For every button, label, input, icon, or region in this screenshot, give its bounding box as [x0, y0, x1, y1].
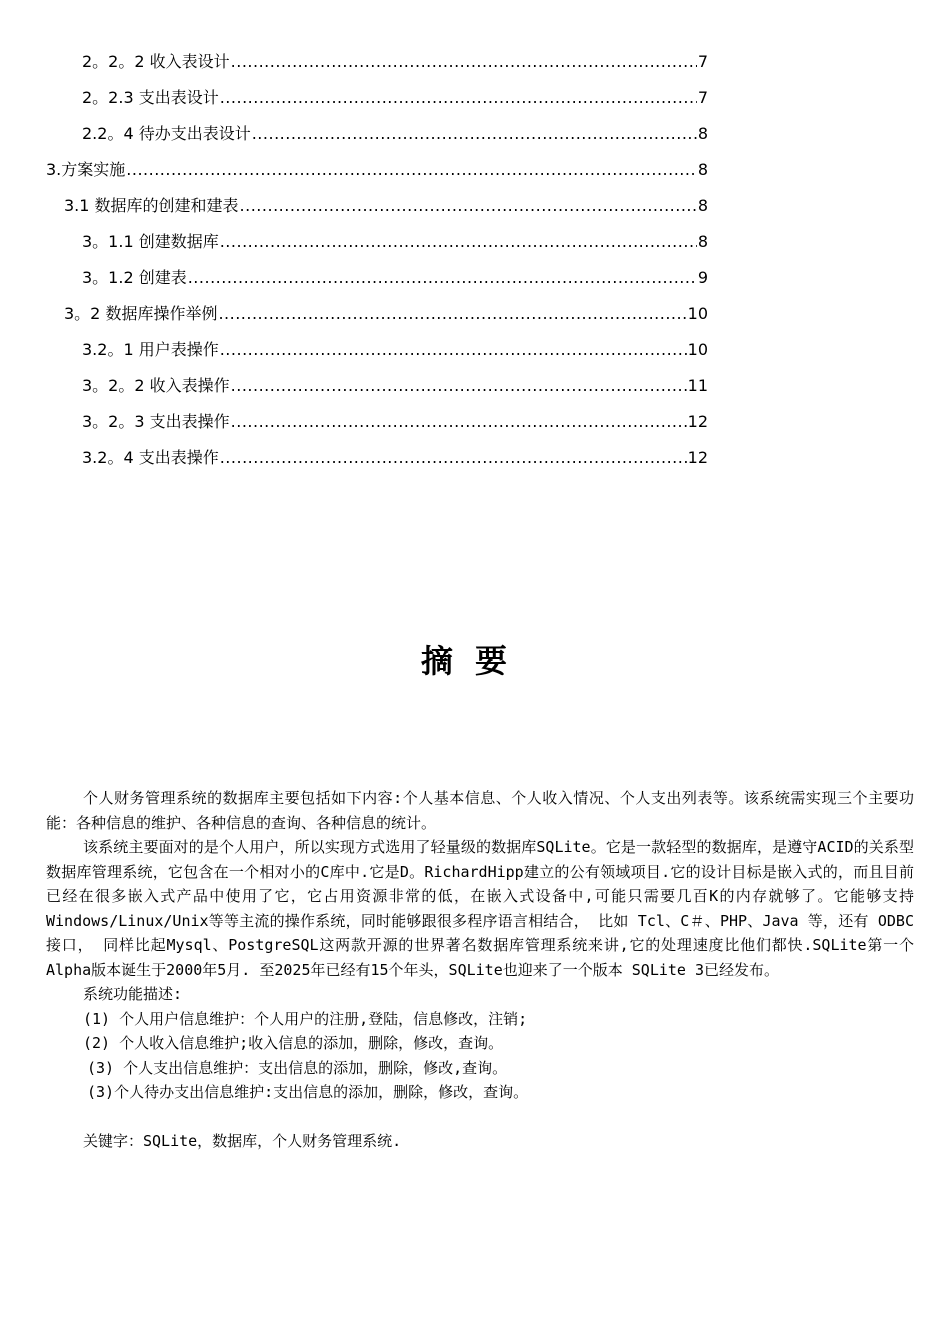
function-item: (2) 个人收入信息维护;收入信息的添加，删除，修改，查询。 [83, 1034, 504, 1052]
toc-entry[interactable]: 2.2。4 待办支出表设计 ..... 8 [82, 124, 708, 144]
function-item: (3) 个人支出信息维护：支出信息的添加，删除，修改,查询。 [87, 1058, 508, 1077]
toc-entry[interactable]: 2。2.3 支出表设计 ..... 7 [82, 88, 708, 108]
function-item: (3)个人待办支出信息维护:支出信息的添加，删除，修改，查询。 [87, 1083, 529, 1101]
toc-entry[interactable]: 3。1.1 创建数据库 ..... 8 [82, 232, 708, 252]
abstract-paragraph: 个人财务管理系统的数据库主要包括如下内容:个人基本信息、个人收入情况、个人支出列表等。该系统需实现三个主要功能：各种信息的维护、各种信息的查询、各种信息的统计。 [46, 789, 914, 832]
toc-entry[interactable]: 3。1.2 创建表 ..... 9 [82, 268, 708, 288]
toc-entry[interactable]: 3.1 数据库的创建和建表 ..... 8 [64, 196, 708, 216]
toc-entry[interactable]: 2。2。2 收入表设计 ..... 7 [82, 52, 708, 72]
abstract-paragraph: 该系统主要面对的是个人用户，所以实现方式选用了轻量级的数据库SQLite。它是一款轻型的数据库，是遵守ACID的关系型数据库管理系统，它包含在一个相对小的C库中.它是D。RichardHipp建立的公有领域项目.它的设计目标是嵌入式的，而且目前已经在很多嵌入式产品中使用了它，它占用资源非常的低，在嵌入式设备中,可能只需要几百K的内存就够了。它能够支持Windows/Linux/Unix等等主流的操作系统，同时能够跟很多程序语言相结合， 比如 Tcl、C＃、PHP、Java 等，还有 ODBC 接口， 同样比起Mysql、PostgreSQL这两款开源的世界著名数据库管理系统来讲,它的处理速度比他们都快.SQLite第一个Alpha版本诞生于2000年5月. 至2025年已经有15个年头，SQLite也迎来了一个版本 SQLite 3已经发布。 [46, 838, 914, 979]
toc-entry[interactable]: 3。2。3 支出表操作 ..... 12 [82, 412, 708, 432]
abstract-title: 摘要 [420, 642, 529, 680]
keywords: 关键字：SQLite，数据库，个人财务管理系统. [83, 1131, 402, 1150]
toc-entry[interactable]: 3.方案实施 ..... 8 [46, 160, 708, 180]
abstract-body [46, 786, 914, 1153]
toc-entry[interactable]: 3.2。4 支出表操作 ..... 12 [82, 448, 708, 468]
toc-entry[interactable]: 3。2。2 收入表操作 ..... 11 [82, 376, 708, 396]
function-heading: 系统功能描述: [83, 985, 183, 1003]
toc-entry[interactable]: 3.2。1 用户表操作 ..... 10 [82, 340, 708, 360]
function-item: (1) 个人用户信息维护：个人用户的注册,登陆，信息修改，注销; [83, 1009, 528, 1028]
toc-entry[interactable]: 3。2 数据库操作举例 ..... 10 [64, 304, 708, 324]
